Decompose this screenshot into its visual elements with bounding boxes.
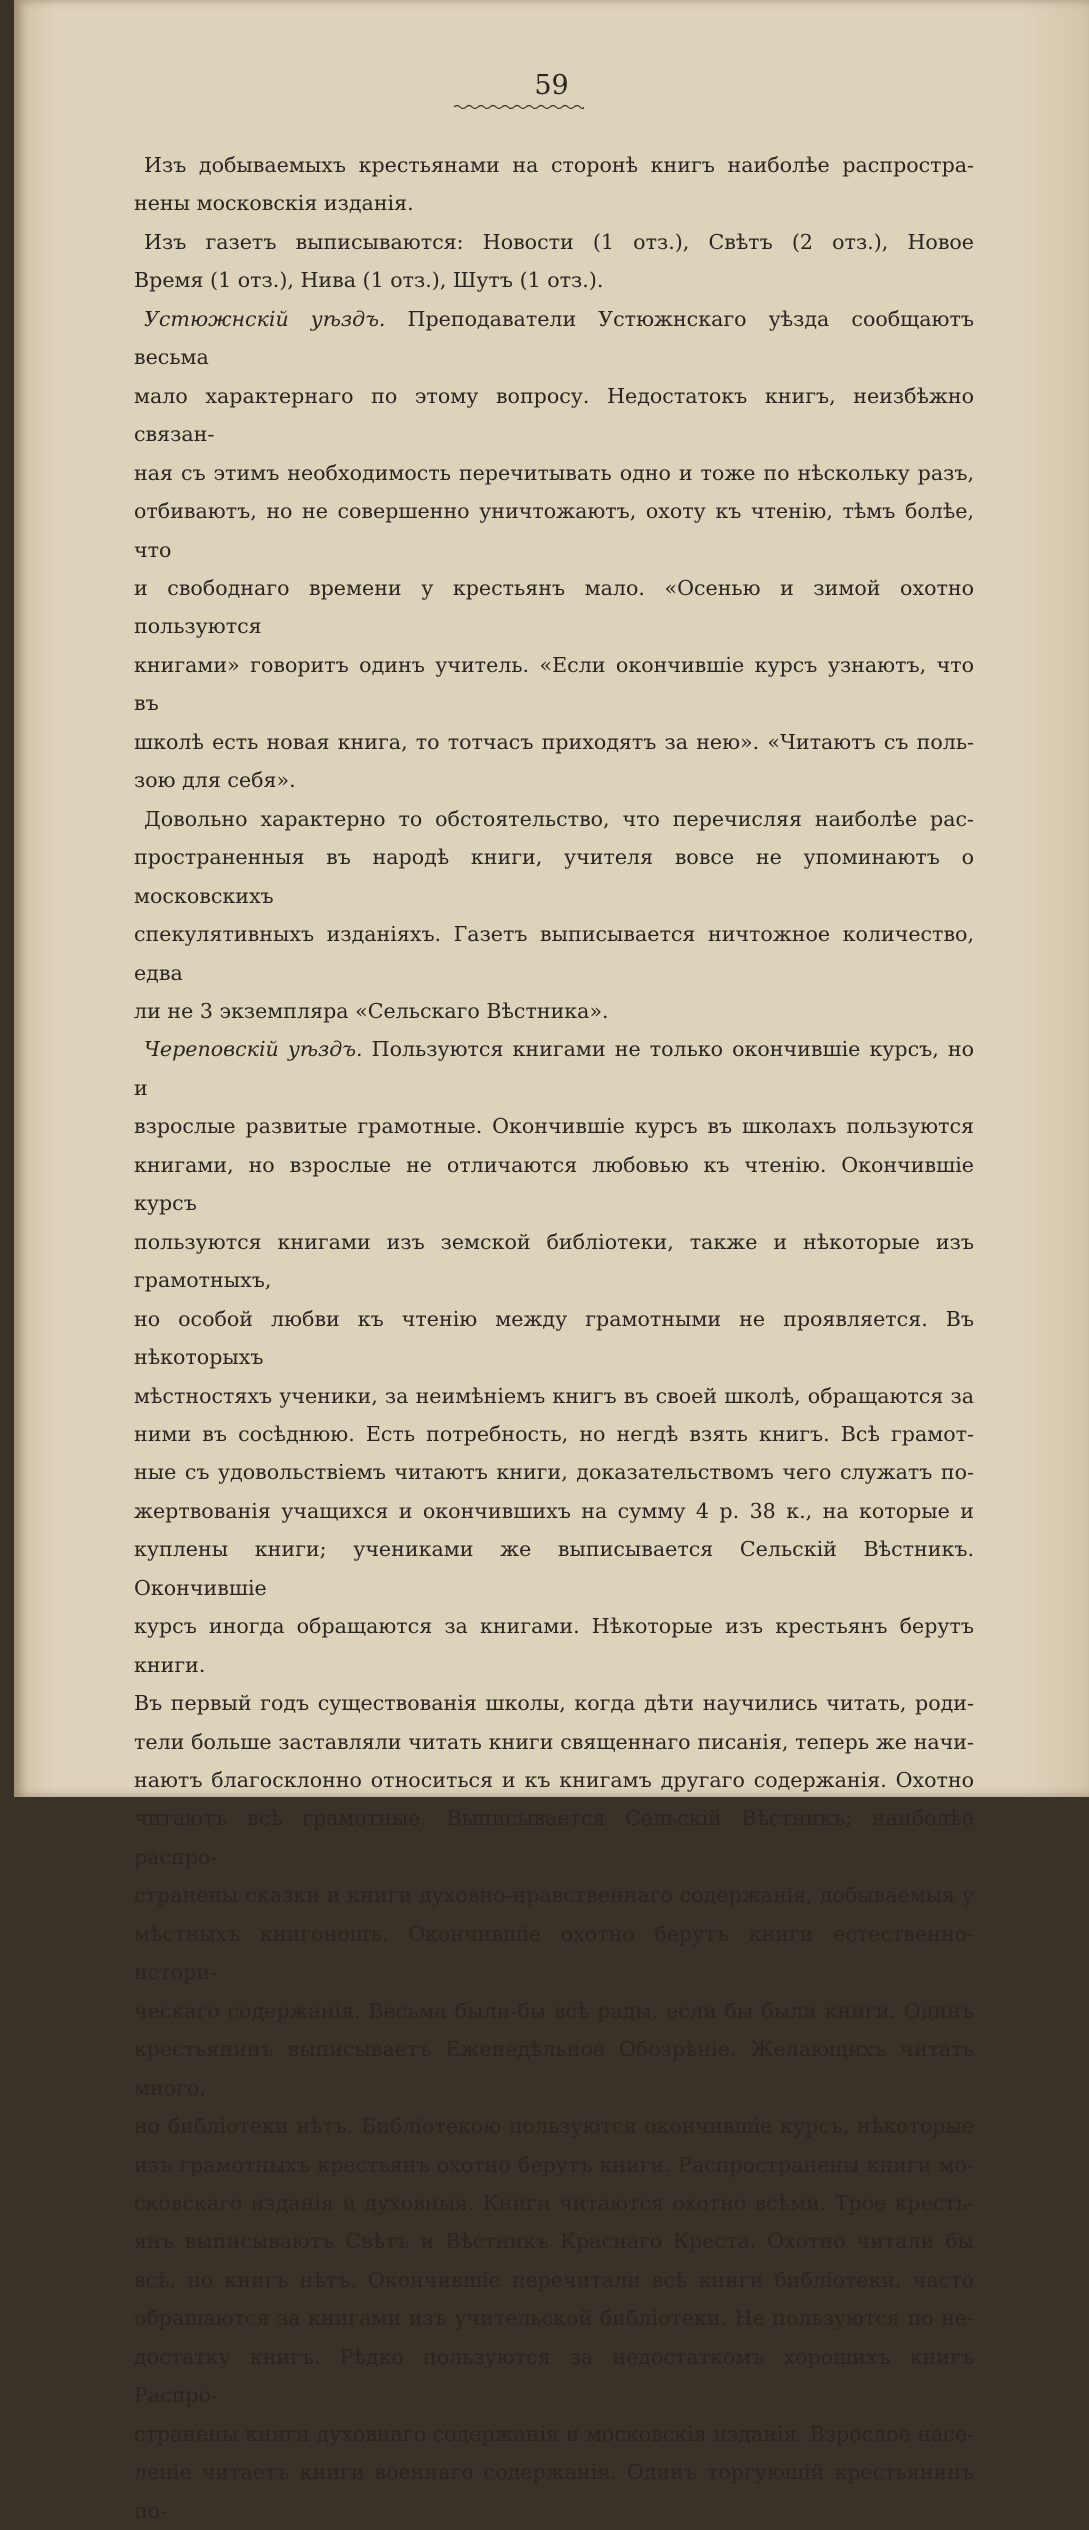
- line-text: курсъ иногда обращаются за книгами. Нѣкоторые изъ крестьянъ берутъ книги.: [134, 1614, 974, 1677]
- text-line: [134, 1761, 974, 1799]
- line-text: Преподаватели Устюжнскаго уѣзда сообщаютъ весьма: [134, 306, 974, 370]
- line-text: странены сказки и книги духовно-нравственнаго содержанія, добываемыя у: [134, 1883, 974, 1908]
- text-line: [134, 569, 974, 646]
- line-text: школѣ есть новая книга, то тотчасъ приходятъ за нею». «Читаютъ съ поль-: [134, 729, 974, 754]
- line-text: жертвованія учащихся и окончившихъ на сумму 4 р. 38 к., на которые и: [134, 1498, 974, 1523]
- line-text: обращаются за книгами изъ учительской библіотеки. Не пользуются по не-: [134, 2306, 974, 2331]
- text-line: [134, 454, 974, 492]
- district-heading: Череповскій уѣздъ.: [144, 1037, 363, 1062]
- line-text: изъ грамотныхъ крестьянъ охотно берутъ книги. Распространены книги мо-: [134, 2152, 974, 2177]
- text-line: [134, 915, 974, 992]
- district-heading: Устюжнскій уѣздъ.: [144, 306, 386, 331]
- text-line: [134, 1107, 974, 1145]
- text-line: [134, 2222, 974, 2260]
- text-line: [134, 2415, 974, 2453]
- text-line: [134, 1377, 974, 1415]
- text-line: [134, 1723, 974, 1761]
- text-line: [134, 1684, 974, 1722]
- line-text: Въ первый годъ существованія школы, когда дѣти научились читать, роди-: [134, 1691, 974, 1716]
- text-line: [134, 1992, 974, 2030]
- text-line: [134, 1223, 974, 1300]
- text-line: [134, 761, 974, 799]
- line-text: но особой любви къ чтенію между грамотными не проявляется. Въ нѣкоторыхъ: [134, 1306, 974, 1370]
- text-line: [134, 1415, 974, 1453]
- line-text: мало характернаго по этому вопросу. Недостатокъ книгъ, неизбѣжно связан-: [134, 383, 974, 447]
- text-line: [134, 1607, 974, 1684]
- text-line: [134, 2453, 974, 2530]
- page-number: 59: [534, 70, 569, 101]
- text-line: [134, 2299, 974, 2337]
- text-line: [134, 800, 974, 838]
- body-text: [134, 146, 974, 2530]
- text-line: [134, 2184, 974, 2222]
- line-text: нены московскія изданія.: [134, 191, 414, 216]
- text-line: [134, 723, 974, 761]
- text-line: [134, 838, 974, 915]
- line-text: книгами, но взрослые не отличаются любовью къ чтенію. Окончившіе курсъ: [134, 1152, 974, 1216]
- ornamental-wavy-rule: [454, 104, 584, 110]
- text-line: [134, 2338, 974, 2415]
- text-line: [134, 646, 974, 723]
- text-line: [134, 223, 974, 261]
- line-text: взрослые развитые грамотные. Окончившіе курсъ въ школахъ пользуются: [134, 1114, 974, 1139]
- line-text: Довольно характерно то обстоятельство, что перечисляя наиболѣе рас-: [144, 806, 974, 831]
- line-text: крестьянинъ выписываетъ Еженедѣльное Обозрѣніе. Желающихъ читать много,: [134, 2037, 974, 2100]
- line-text: и свободнаго времени у крестьянъ мало. «Осенью и зимой охотно пользуются: [134, 575, 974, 639]
- line-text: куплены книги; учениками же выписывается Сельскій Вѣстникъ. Окончившіе: [134, 1537, 974, 1600]
- text-line: [134, 1453, 974, 1491]
- line-text: ческаго содержанія. Весьма были-бы всѣ рады, если бы были книги. Одинъ: [134, 1998, 974, 2023]
- line-text: но библіотеки нѣтъ. Библіотекою пользуются окончившіе курсъ, нѣкоторые: [134, 2114, 974, 2139]
- book-page: [14, 0, 1089, 2523]
- text-line: [134, 261, 974, 299]
- line-text: книгами» говоритъ одинъ учитель. «Если окончившіе курсъ узнаютъ, что въ: [134, 652, 974, 716]
- line-text: читаютъ всѣ грамотные. Выписывается Сельскій Вѣстникъ; наиболѣе распро-: [134, 1806, 974, 1869]
- line-text: всѣ, но книгъ нѣтъ. Окончившіе перечитали всѣ книги библіотеки, часто: [134, 2267, 974, 2292]
- text-line: [134, 1146, 974, 1223]
- text-line: [134, 1876, 974, 1914]
- text-line: [134, 1300, 974, 1377]
- line-text: ними въ сосѣднюю. Есть потребность, но негдѣ взять книгъ. Всѣ грамот-: [134, 1421, 974, 1446]
- text-line: [134, 492, 974, 569]
- line-text: пространенныя въ народѣ книги, учителя вовсе не упоминаютъ о московскихъ: [134, 845, 974, 908]
- line-text: янъ выписываютъ Свѣтъ и Вѣстникъ Краснаго Креста. Охотно читали бы: [134, 2229, 974, 2254]
- line-text: Время (1 отз.), Нива (1 отз.), Шутъ (1 отз.).: [134, 268, 604, 293]
- line-text: тели больше заставляли читать книги священнаго писанія, теперь же начи-: [134, 1729, 974, 1754]
- line-text: наютъ благосклонно относиться и къ книгамъ другаго содержанія. Охотно: [134, 1768, 974, 1793]
- text-line: [134, 1030, 974, 1107]
- text-line: [134, 992, 974, 1030]
- text-line: [134, 146, 974, 184]
- text-line: [134, 1530, 974, 1607]
- text-line: [134, 1492, 974, 1530]
- text-line: [134, 300, 974, 377]
- text-line: [134, 2261, 974, 2299]
- text-line: [134, 377, 974, 454]
- line-text: мѣстныхъ книгоношъ. Окончившіе охотно берутъ книги естественно-истори-: [134, 1921, 974, 1985]
- line-text: ная съ этимъ необходимость перечитывать одно и тоже по нѣскольку разъ,: [134, 460, 974, 485]
- line-text: Изъ газетъ выписываются: Новости (1 отз.), Свѣтъ (2 отз.), Новое: [144, 229, 974, 254]
- text-line: [134, 1799, 974, 1876]
- line-text: зою для себя».: [134, 768, 296, 793]
- line-text: отбиваютъ, но не совершенно уничтожаютъ, охоту къ чтенію, тѣмъ болѣе, что: [134, 499, 974, 562]
- line-text: пользуются книгами изъ земской библіотеки, также и нѣкоторые изъ грамотныхъ,: [134, 1229, 974, 1293]
- line-text: достатку книгъ. Рѣдко пользуются за недостаткомъ хорошихъ книгъ Распро-: [134, 2344, 974, 2408]
- text-line: [134, 2030, 974, 2107]
- line-text: мѣстностяхъ ученики, за неимѣніемъ книгъ въ своей школѣ, обращаются за: [134, 1383, 974, 1408]
- line-text: Пользуются книгами не только окончившіе курсъ, но и: [134, 1037, 974, 1100]
- line-text: ли не 3 экземпляра «Сельскаго Вѣстника».: [134, 998, 609, 1023]
- line-text: сковскаго изданія и духовныя. Книги читаются охотно всѣми. Трое кресть-: [134, 2191, 974, 2216]
- text-line: [134, 184, 974, 222]
- text-line: [134, 2146, 974, 2184]
- line-text: леніе читаетъ книги военнаго содержанія. Одинъ торгующій крестьянинъ по-: [134, 2460, 974, 2523]
- text-line: [134, 2107, 974, 2145]
- line-text: Изъ добываемыхъ крестьянами на сторонѣ книгъ наиболѣе распростра-: [144, 153, 974, 177]
- line-text: спекулятивныхъ изданіяхъ. Газетъ выписывается ничтожное количество, едва: [134, 922, 974, 985]
- line-text: ные съ удовольствіемъ читаютъ книги, доказательствомъ чего служатъ по-: [134, 1460, 974, 1485]
- line-text: странены книги духовнаго содержанія и московскія изданія. Взрослое насе-: [134, 2421, 974, 2446]
- text-line: [134, 1915, 974, 1992]
